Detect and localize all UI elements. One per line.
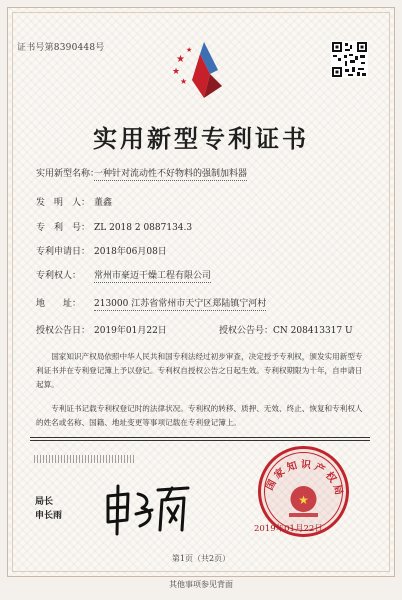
field-value: ZL 2018 2 0887134.3 — [94, 223, 193, 233]
field-label: 发 明 人： — [36, 198, 91, 208]
field-patent-number — [36, 220, 192, 233]
svg-text:★: ★ — [298, 493, 309, 507]
field-label: 地 址： — [36, 299, 82, 309]
certificate-body — [36, 350, 364, 430]
field-value: 2018年06月08日 — [94, 247, 167, 257]
certificate-number: 证书号第8390448号 — [17, 43, 105, 53]
field-grant-info — [36, 323, 353, 336]
patent-office-logo — [170, 40, 236, 100]
field-utility-model-name — [36, 166, 247, 181]
grant-statement: 国家知识产权局依照中华人民共和国专利法经过初步审查，决定授予专利权，颁发实用新型专利证书并在专利登记簿上予以登记。专利权自授权公告之日起生效。专利权期限为十年，自申请日起算。 — [36, 352, 363, 389]
security-pattern — [34, 455, 134, 463]
legal-status-statement: 专利证书记载专利权登记时的法律状况。专利权的转移、质押、无效、终止、恢复和专利权人的姓名或名称、国籍、地址变更等事项记载在专利登记簿上。 — [36, 404, 363, 427]
qr-code-icon — [331, 41, 368, 78]
svg-text:★: ★ — [172, 67, 181, 77]
svg-text:★: ★ — [186, 46, 193, 54]
grant-date-label: 授权公告日： — [36, 326, 91, 336]
footer-note: 其他事项参见背面 — [169, 580, 233, 589]
field-label: 专利申请日： — [36, 247, 91, 257]
grant-date-value: 2019年01月22日 — [94, 326, 167, 336]
field-value: 常州市豪迈干燥工程有限公司 — [94, 271, 212, 281]
page-indicator: 第1页（共2页） — [171, 554, 231, 563]
divider — [30, 437, 370, 441]
signatory-name: 申长雨 — [35, 511, 63, 521]
grant-pubno-label: 授权公告号： — [219, 326, 274, 336]
field-application-date — [36, 244, 167, 257]
field-label: 专 利 号： — [36, 223, 91, 233]
grant-pubno-value: CN 208413317 U — [273, 326, 353, 336]
field-value: 一种针对流动性不好物料的强制加料器 — [94, 169, 248, 179]
field-label: 实用新型名称： — [36, 169, 100, 179]
field-value: 董鑫 — [94, 198, 113, 208]
svg-text:★: ★ — [180, 77, 188, 86]
seal-date: 2019年01月22日 — [254, 524, 323, 534]
field-patentee — [36, 268, 211, 283]
field-inventor — [36, 195, 112, 208]
signatory-title: 局长 — [35, 497, 54, 507]
svg-text:★: ★ — [176, 54, 185, 65]
certificate-title: 实用新型专利证书 — [93, 124, 309, 153]
seal-text: 国家知识产权局 — [264, 459, 345, 500]
field-label: 专利权人： — [36, 271, 82, 281]
handwritten-signature — [100, 480, 195, 538]
field-value: 213000 江苏省常州市天宁区郑陆镇宁河村 — [94, 299, 267, 309]
field-address — [36, 296, 266, 311]
